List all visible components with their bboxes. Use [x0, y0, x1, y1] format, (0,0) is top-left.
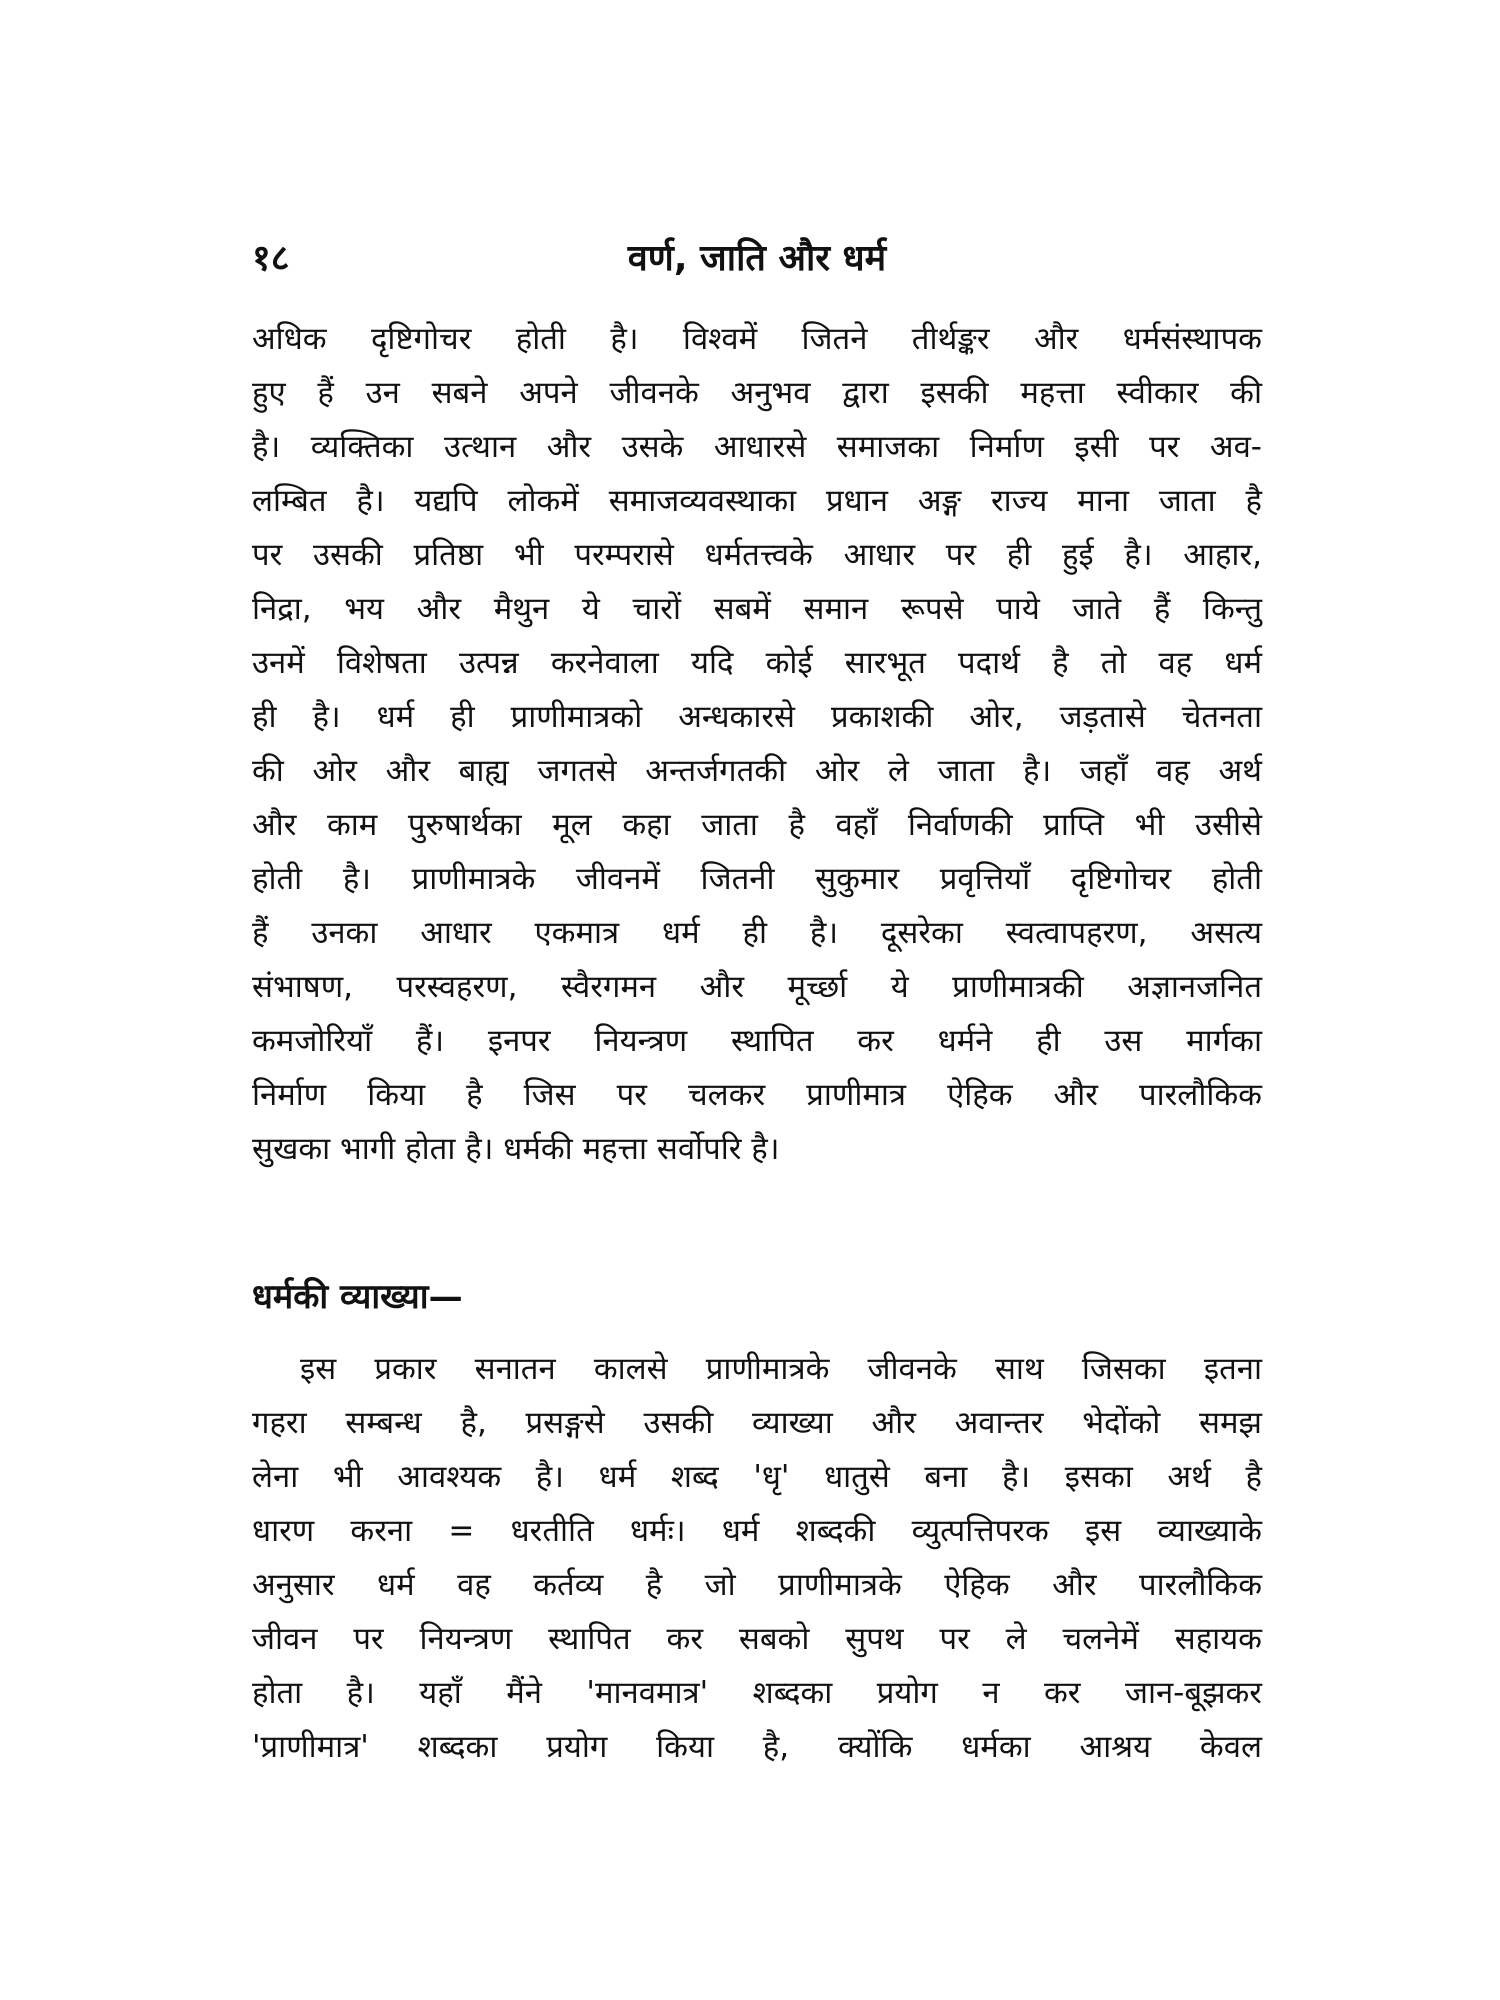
text-line: जीवन पर नियन्त्रण स्थापित कर सबको सुपथ पर ले चलनेमें सहायक: [252, 1621, 1262, 1657]
text-line: की ओर और बाह्य जगतसे अन्तर्जगतकी ओर ले जाता है। जहाँ वह अर्थ: [252, 753, 1262, 789]
text-line: उनमें विशेषता उत्पन्न करनेवाला यदि कोई सारभूत पदार्थ है तो वह धर्म: [252, 645, 1262, 681]
text-line: और काम पुरुषार्थका मूल कहा जाता है वहाँ निर्वाणकी प्राप्ति भी उसीसे: [252, 807, 1262, 843]
text-line: इस प्रकार सनातन कालसे प्राणीमात्रके जीवनके साथ जिसका इतना: [300, 1351, 1262, 1387]
text-line: है। व्यक्तिका उत्थान और उसके आधारसे समाजका निर्माण इसी पर अव-: [252, 429, 1262, 465]
page-header: [252, 232, 1262, 292]
text-line: अधिक दृष्टिगोचर होती है। विश्वमें जितने तीर्थङ्कर और धर्मसंस्थापक: [252, 321, 1262, 357]
section-heading: धर्मकी व्याख्या—: [252, 1277, 463, 1317]
text-line: लम्बित है। यद्यपि लोकमें समाजव्यवस्थाका प्रधान अङ्ग राज्य माना जाता है: [252, 483, 1262, 519]
page-number: १८: [252, 238, 290, 279]
text-line: निर्माण किया है जिस पर चलकर प्राणीमात्र ऐहिक और पारलौकिक: [252, 1077, 1262, 1113]
text-line: होती है। प्राणीमात्रके जीवनमें जितनी सुकुमार प्रवृत्तियाँ दृष्टिगोचर होती: [252, 861, 1262, 897]
text-line: हुए हैं उन सबने अपने जीवनके अनुभव द्वारा इसकी महत्ता स्वीकार की: [252, 375, 1262, 411]
running-title: वर्ण, जाति और धर्म: [627, 238, 887, 279]
text-line: ही है। धर्म ही प्राणीमात्रको अन्धकारसे प्रकाशकी ओर, जड़तासे चेतनता: [252, 699, 1262, 735]
text-line: 'प्राणीमात्र' शब्दका प्रयोग किया है, क्योंकि धर्मका आश्रय केवल: [252, 1729, 1262, 1765]
text-line: लेना भी आवश्यक है। धर्म शब्द 'धृ' धातुसे बना है। इसका अर्थ है: [252, 1459, 1262, 1495]
text-line: गहरा सम्बन्ध है, प्रसङ्गसे उसकी व्याख्या और अवान्तर भेदोंको समझ: [252, 1405, 1262, 1441]
text-line: संभाषण, परस्वहरण, स्वैरगमन और मूर्च्छा ये प्राणीमात्रकी अज्ञानजनित: [252, 969, 1262, 1005]
text-line: कमजोरियाँ हैं। इनपर नियन्त्रण स्थापित कर धर्मने ही उस मार्गका: [252, 1023, 1262, 1059]
text-line: धारण करना = धरतीति धर्मः। धर्म शब्दकी व्युत्पत्तिपरक इस व्याख्याके: [252, 1513, 1262, 1549]
text-line: निद्रा, भय और मैथुन ये चारों सबमें समान रूपसे पाये जाते हैं किन्तु: [252, 591, 1262, 627]
text-line: होता है। यहाँ मैंने 'मानवमात्र' शब्दका प्रयोग न कर जान-बूझकर: [252, 1675, 1262, 1711]
text-line: पर उसकी प्रतिष्ठा भी परम्परासे धर्मतत्त्वके आधार पर ही हुई है। आहार,: [252, 537, 1262, 573]
text-line: हैं उनका आधार एकमात्र धर्म ही है। दूसरेका स्वत्वापहरण, असत्य: [252, 915, 1262, 951]
text-line: अनुसार धर्म वह कर्तव्य है जो प्राणीमात्रके ऐहिक और पारलौकिक: [252, 1567, 1262, 1603]
text-line: सुखका भागी होता है। धर्मकी महत्ता सर्वोपरि है।: [252, 1131, 780, 1167]
